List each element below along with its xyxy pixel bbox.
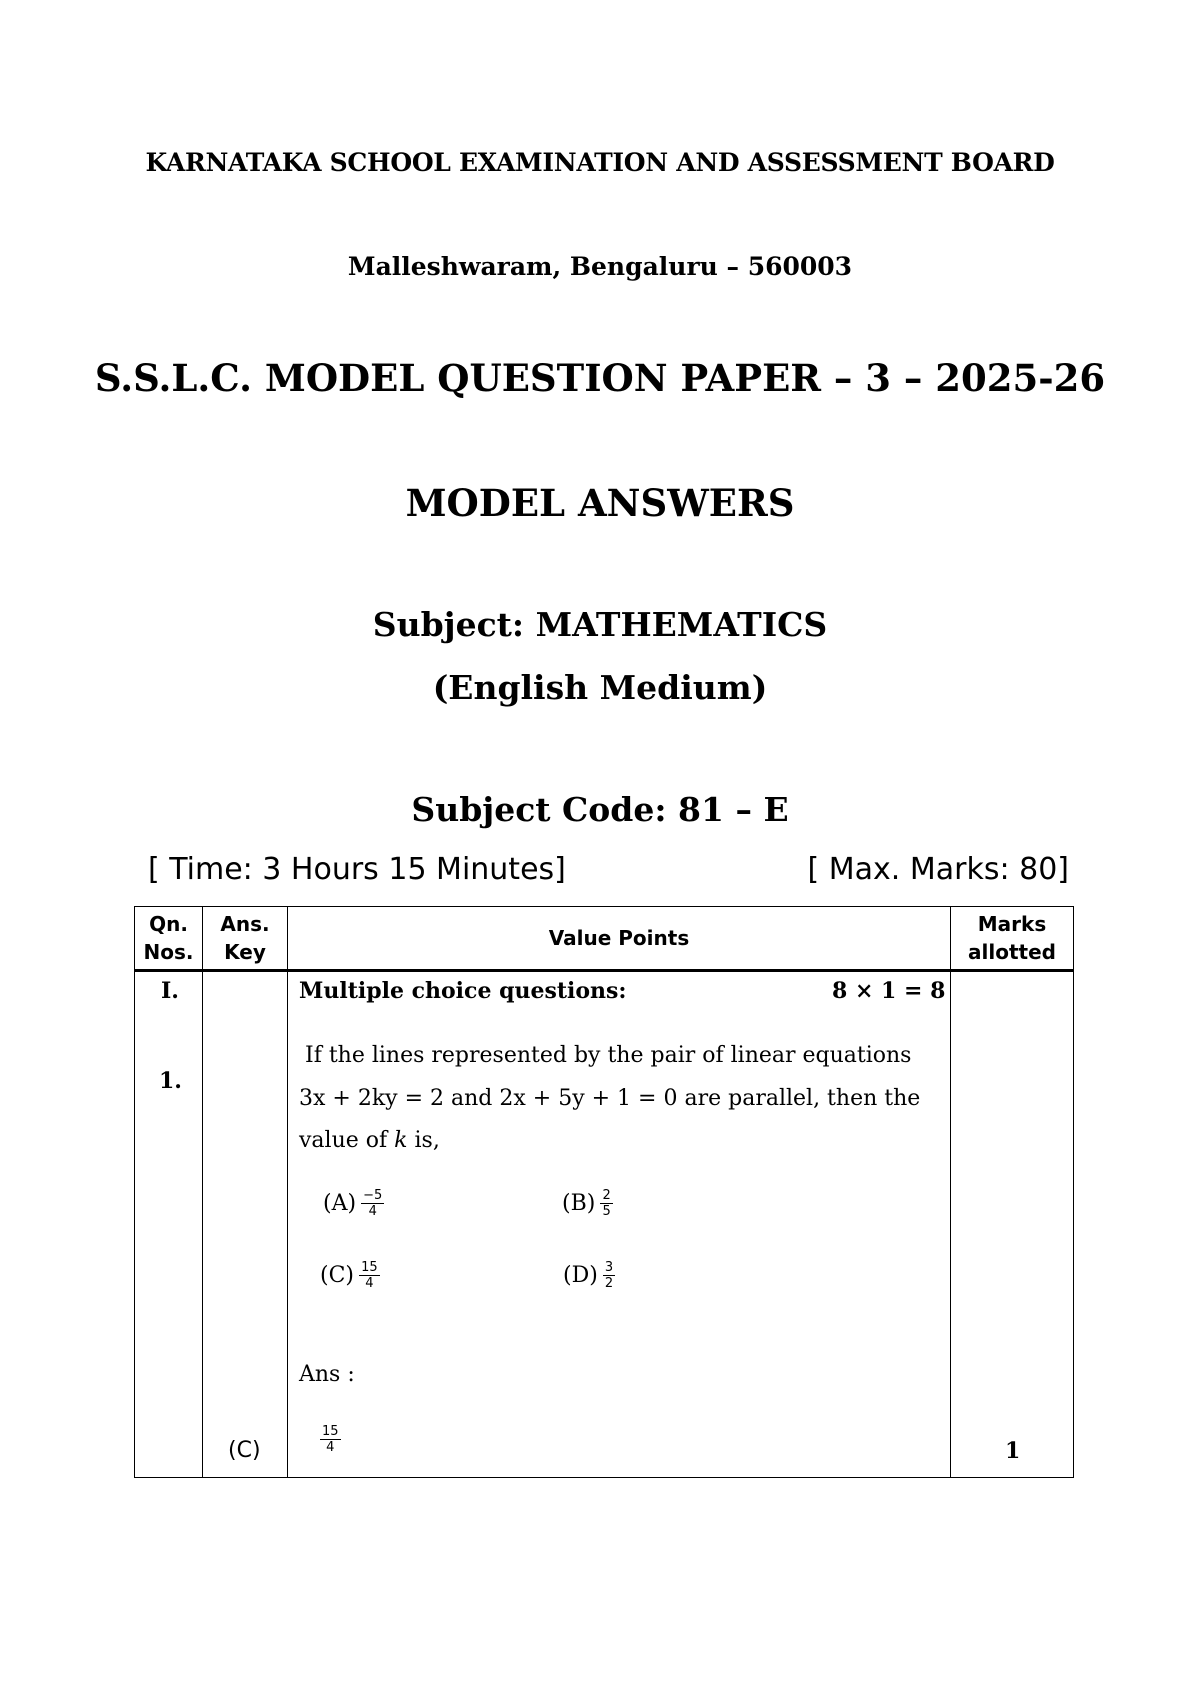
table-row (135, 971, 1074, 1478)
answer-fraction-value (320, 1424, 341, 1455)
section-title: Multiple choice questions: (299, 978, 627, 1004)
question-number: 1. (159, 1068, 182, 1094)
qn-cell (135, 971, 203, 1478)
value-points-cell (288, 971, 951, 1478)
answer-numerator: 15 (322, 1424, 339, 1439)
question-line-2 (299, 1086, 920, 1111)
subject-code-line: Subject Code: 81 – E (411, 790, 789, 829)
section-number: I. (161, 978, 179, 1004)
medium-line: (English Medium) (432, 668, 768, 707)
option-c-denominator: 4 (365, 1276, 374, 1291)
option-b-numerator: 2 (602, 1188, 611, 1203)
option-c-label: (C) (320, 1263, 354, 1288)
question-line-3-pre: value of (299, 1128, 388, 1153)
option-d-label: (D) (563, 1263, 598, 1288)
header-marks-line2: allotted (968, 940, 1056, 964)
board-address: Malleshwaram, Bengaluru – 560003 (347, 252, 853, 281)
option-b-label: (B) (562, 1191, 596, 1216)
option-a-numerator: −5 (363, 1188, 383, 1203)
answers-table (134, 906, 1074, 1478)
variable-k: k (394, 1128, 408, 1153)
question-marks: 1 (1005, 1438, 1021, 1464)
option-a-fraction (361, 1188, 384, 1219)
option-d (563, 1260, 615, 1291)
board-name: KARNATAKA SCHOOL EXAMINATION AND ASSESSMENT BOARD (145, 148, 1055, 177)
option-c-numerator: 15 (361, 1260, 378, 1275)
header-key-line1: Ans. (220, 912, 270, 936)
header-ans-key (203, 907, 288, 971)
subject-line: Subject: MATHEMATICS (372, 605, 828, 644)
header-qn-line2: Nos. (143, 940, 194, 964)
header-marks-allotted (951, 907, 1074, 971)
option-d-denominator: 2 (604, 1276, 614, 1291)
option-a-label: (A) (323, 1191, 357, 1216)
equation-1: 3x + 2ky = 2 (299, 1086, 444, 1111)
equation-2: 2x + 5y + 1 = 0 (499, 1086, 678, 1111)
question-line-1: If the lines represented by the pair of linear equations (305, 1043, 912, 1068)
option-d-numerator: 3 (604, 1260, 614, 1275)
question-line-3 (299, 1128, 440, 1153)
max-marks-info: [ Max. Marks: 80] (807, 852, 1069, 887)
header-value-points (288, 907, 951, 971)
option-b-fraction (600, 1188, 612, 1219)
answer-key: (C) (228, 1438, 261, 1463)
option-a (323, 1188, 384, 1219)
paper-title: S.S.L.C. MODEL QUESTION PAPER – 3 – 2025-26 (94, 356, 1106, 400)
question-line-2-tail: are parallel, then the (684, 1086, 921, 1111)
marks-cell (951, 971, 1074, 1478)
question-line-3-post: is, (414, 1128, 440, 1153)
equation-joiner: and (451, 1086, 493, 1111)
header-marks-line1: Marks (977, 912, 1047, 936)
table-header-row (135, 907, 1074, 971)
option-a-denominator: 4 (368, 1204, 377, 1219)
option-b (562, 1188, 613, 1219)
option-c (320, 1260, 380, 1291)
answer-fraction (320, 1424, 341, 1455)
section-marks-formula: 8 × 1 = 8 (832, 978, 946, 1004)
option-b-denominator: 5 (602, 1204, 611, 1219)
model-answers-heading: MODEL ANSWERS (405, 481, 795, 525)
answer-denominator: 4 (326, 1440, 335, 1455)
answer-label: Ans : (299, 1362, 355, 1387)
header-qn-line1: Qn. (149, 912, 188, 936)
time-info: [ Time: 3 Hours 15 Minutes] (148, 852, 566, 887)
option-d-fraction (603, 1260, 615, 1291)
header-key-line2: Key (224, 940, 266, 964)
ans-key-cell (203, 971, 288, 1478)
header-value-points-label: Value Points (548, 926, 690, 950)
option-c-fraction (359, 1260, 380, 1291)
header-qn-nos (135, 907, 203, 971)
